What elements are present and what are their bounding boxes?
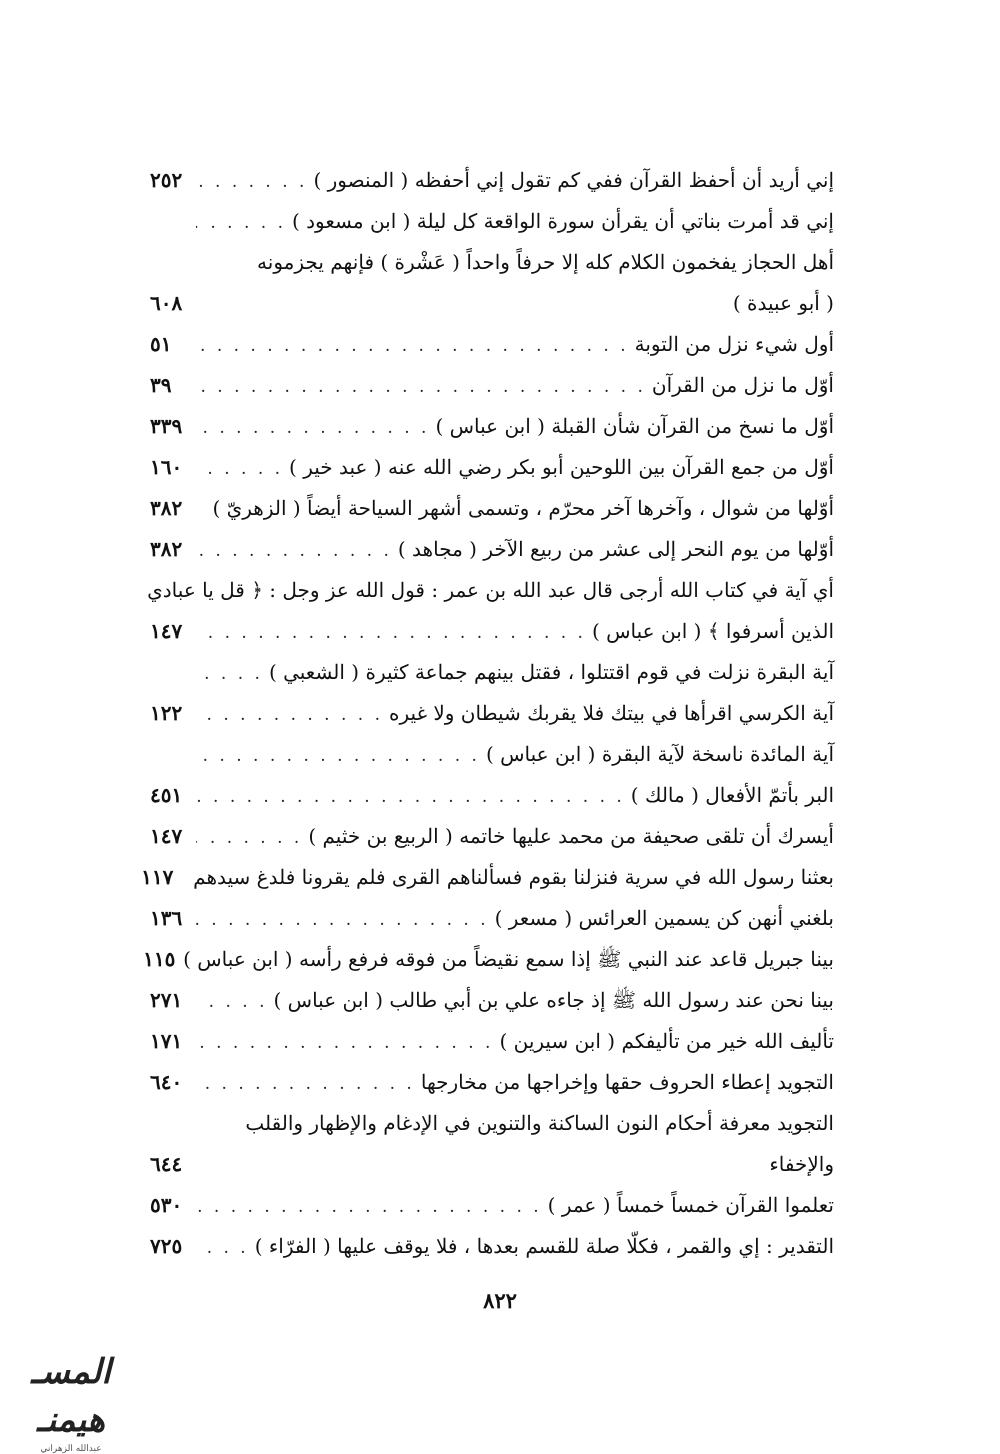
entry-page-number: ٣٨٢ xyxy=(150,537,183,561)
entry-page-number: ٦٤٤ xyxy=(150,1152,183,1176)
index-row xyxy=(150,816,834,857)
dot-leader xyxy=(196,326,629,367)
entry-text: آية البقرة نزلت في قوم اقتتلوا ، فقتل بينهم جماعة كثيرة ( الشعبي ) xyxy=(268,660,834,684)
dot-leader xyxy=(196,736,480,777)
index-row xyxy=(150,160,834,201)
index-entry xyxy=(150,1185,834,1226)
entry-text: البر بأتمّ الأفعال ( مالك ) xyxy=(630,783,834,807)
entry-text: أوّل من جمع القرآن بين اللوحين أبو بكر رضي الله عنه ( عبد خير ) xyxy=(289,455,834,479)
entry-page-number: ١١٥ xyxy=(143,947,176,971)
index-entry xyxy=(150,1144,834,1185)
entry-page-number: ٣٣٩ xyxy=(150,414,183,438)
index-entry xyxy=(150,324,834,365)
entry-text: ( أبو عبيدة ) xyxy=(732,291,834,315)
index-entry xyxy=(150,1226,834,1267)
index-row xyxy=(150,1021,834,1062)
entry-page-number: ١٤٧ xyxy=(150,824,183,848)
index-row xyxy=(150,365,834,406)
index-row xyxy=(150,324,834,365)
dot-leader xyxy=(196,449,283,490)
dot-leader xyxy=(196,162,307,203)
entry-page-number: ٢٥٢ xyxy=(150,168,183,192)
index-entry xyxy=(150,488,834,529)
index-entry xyxy=(150,365,834,406)
entry-page-number: ٧٢٥ xyxy=(150,1234,183,1258)
index-entry xyxy=(150,816,834,857)
entry-text: بينا جبريل قاعد عند النبي ﷺ إذا سمع نقيضاً من فوقه فرفع رأسه ( ابن عباس ) xyxy=(183,947,834,971)
entry-text: إني قد أمرت بناتي أن يقرأن سورة الواقعة كل ليلة ( ابن مسعود ) xyxy=(291,209,834,233)
dot-leader xyxy=(196,1187,542,1228)
index-entry xyxy=(150,1021,834,1062)
entry-text: تعلموا القرآن خمساً خمساً ( عمر ) xyxy=(547,1193,834,1217)
index-entry xyxy=(141,857,834,898)
entry-text: بينا نحن عند رسول الله ﷺ إذ جاءه علي بن أبي طالب ( ابن عباس ) xyxy=(273,988,834,1012)
watermark-subtext: عبدالله الزهراني xyxy=(40,1444,102,1454)
index-row xyxy=(143,939,834,980)
index-entry xyxy=(150,734,834,775)
entry-text: التجويد معرفة أحكام النون الساكنة والتنوين في الإدغام والإظهار والقلب xyxy=(245,1111,834,1135)
index-row xyxy=(150,775,834,816)
entry-page-number: ١١٧ xyxy=(141,865,174,889)
entry-page-number: ١٦٠ xyxy=(150,455,183,479)
entry-text: إني أريد أن أحفظ القرآن ففي كم تقول إني أحفظه ( المنصور ) xyxy=(313,168,834,192)
dot-leader xyxy=(196,818,302,859)
entry-text: أوّلها من شوال ، وآخرها آخر محرّم ، وتسمى أشهر السياحة أيضاً ( الزهريّ ) xyxy=(212,496,834,520)
dot-leader xyxy=(196,408,429,449)
entry-text: أي آية في كتاب الله أرجى قال عبد الله بن عمر : قول الله عز وجل : ﴿ قل يا عبادي xyxy=(147,578,834,602)
index-row xyxy=(150,406,834,447)
entry-text: آية الكرسي اقرأها في بيتك فلا يقربك شيطان ولا غيره xyxy=(389,701,834,725)
index-entry xyxy=(150,611,834,652)
index-entry xyxy=(150,1062,834,1103)
index-entry xyxy=(150,529,834,570)
index-row xyxy=(150,529,834,570)
entry-text: بلغني أنهن كن يسمين العرائس ( مسعر ) xyxy=(494,906,834,930)
dot-leader xyxy=(196,531,392,572)
entry-text: آية المائدة ناسخة لآية البقرة ( ابن عباس ) xyxy=(485,742,834,766)
index-list xyxy=(141,160,834,1267)
index-entry xyxy=(150,160,834,201)
entry-text: أيسرك أن تلقى صحيفة من محمد عليها خاتمه ( الربيع بن خثيم ) xyxy=(308,824,834,848)
index-row xyxy=(150,488,834,529)
index-entry xyxy=(150,652,834,693)
entry-text: تأليف الله خير من تأليفكم ( ابن سيرين ) xyxy=(499,1029,834,1053)
dot-leader xyxy=(196,367,646,408)
entry-text: التقدير : إي والقمر ، فكلّا صلة للقسم بعدها ، فلا يوقف عليها ( الفرّاء ) xyxy=(254,1234,834,1258)
dot-leader xyxy=(196,654,263,695)
index-entry xyxy=(150,980,834,1021)
index-row xyxy=(150,447,834,488)
index-row xyxy=(150,611,834,652)
entry-text: والإخفاء xyxy=(769,1152,834,1176)
index-entry xyxy=(150,693,834,734)
entry-text: أوّلها من يوم النحر إلى عشر من ربيع الآخر ( مجاهد ) xyxy=(397,537,834,561)
entry-text: أوّل ما نزل من القرآن xyxy=(651,373,834,397)
entry-text: التجويد إعطاء الحروف حقها وإخراجها من مخارجها xyxy=(420,1070,834,1094)
index-entry xyxy=(150,775,834,816)
index-row xyxy=(141,857,834,898)
dot-leader xyxy=(196,1023,493,1064)
index-row xyxy=(150,1103,834,1144)
watermark-text: المسـ هيمنـ xyxy=(31,1352,111,1440)
index-row xyxy=(150,652,834,693)
entry-page-number: ٥٣٠ xyxy=(150,1193,183,1217)
index-entry xyxy=(150,447,834,488)
entry-page-number: ٤٥١ xyxy=(150,783,183,807)
index-row xyxy=(150,980,834,1021)
index-row xyxy=(150,1144,834,1185)
entry-page-number: ٦٠٨ xyxy=(150,291,183,315)
entry-page-number: ٦٤٠ xyxy=(150,1070,183,1094)
index-row xyxy=(150,1185,834,1226)
entry-text: الذين أسرفوا ﴾ ( ابن عباس ) xyxy=(591,619,834,643)
index-entry xyxy=(147,570,834,611)
entry-text: أول شيء نزل من التوبة xyxy=(634,332,834,356)
dot-leader xyxy=(196,203,286,244)
index-entry xyxy=(143,939,834,980)
entry-page-number: ٢٧١ xyxy=(150,988,183,1012)
watermark-logo xyxy=(6,1348,136,1454)
entry-text: أوّل ما نسخ من القرآن شأن القبلة ( ابن عباس ) xyxy=(435,414,834,438)
index-entry xyxy=(150,1103,834,1144)
index-row xyxy=(150,734,834,775)
dot-leader xyxy=(196,982,268,1023)
index-entry xyxy=(150,283,834,324)
dot-leader xyxy=(196,613,586,654)
dot-leader xyxy=(196,1228,249,1269)
index-entry xyxy=(150,898,834,939)
dot-leader xyxy=(196,900,489,941)
entry-page-number: ٥١ xyxy=(150,332,172,356)
index-row xyxy=(150,242,834,283)
entry-text: أهل الحجاز يفخمون الكلام كله إلا حرفاً واحداً ( عَشْرة ) فإنهم يجزمونه xyxy=(257,250,834,274)
dot-leader xyxy=(196,695,383,736)
index-row xyxy=(150,1062,834,1103)
index-entry xyxy=(150,406,834,447)
index-row xyxy=(150,898,834,939)
index-entry xyxy=(150,242,834,283)
index-row xyxy=(150,1226,834,1267)
entry-page-number: ١٧١ xyxy=(150,1029,183,1053)
index-row xyxy=(150,693,834,734)
entry-page-number: ٣٩ xyxy=(150,373,172,397)
index-row xyxy=(150,201,834,242)
entry-page-number: ١٢٢ xyxy=(150,701,183,725)
entry-page-number: ٣٨٢ xyxy=(150,496,183,520)
index-entry xyxy=(150,201,834,242)
dot-leader xyxy=(196,1064,415,1105)
entry-text: بعثنا رسول الله في سرية فنزلنا بقوم فسألناهم القرى فلم يقرونا فلدغ سيدهم xyxy=(193,865,834,889)
index-row xyxy=(147,570,834,611)
entry-page-number: ١٣٦ xyxy=(150,906,183,930)
page-number: ٨٢٢ xyxy=(483,1288,517,1313)
entry-page-number: ١٤٧ xyxy=(150,619,183,643)
index-row xyxy=(150,283,834,324)
dot-leader xyxy=(196,777,625,818)
